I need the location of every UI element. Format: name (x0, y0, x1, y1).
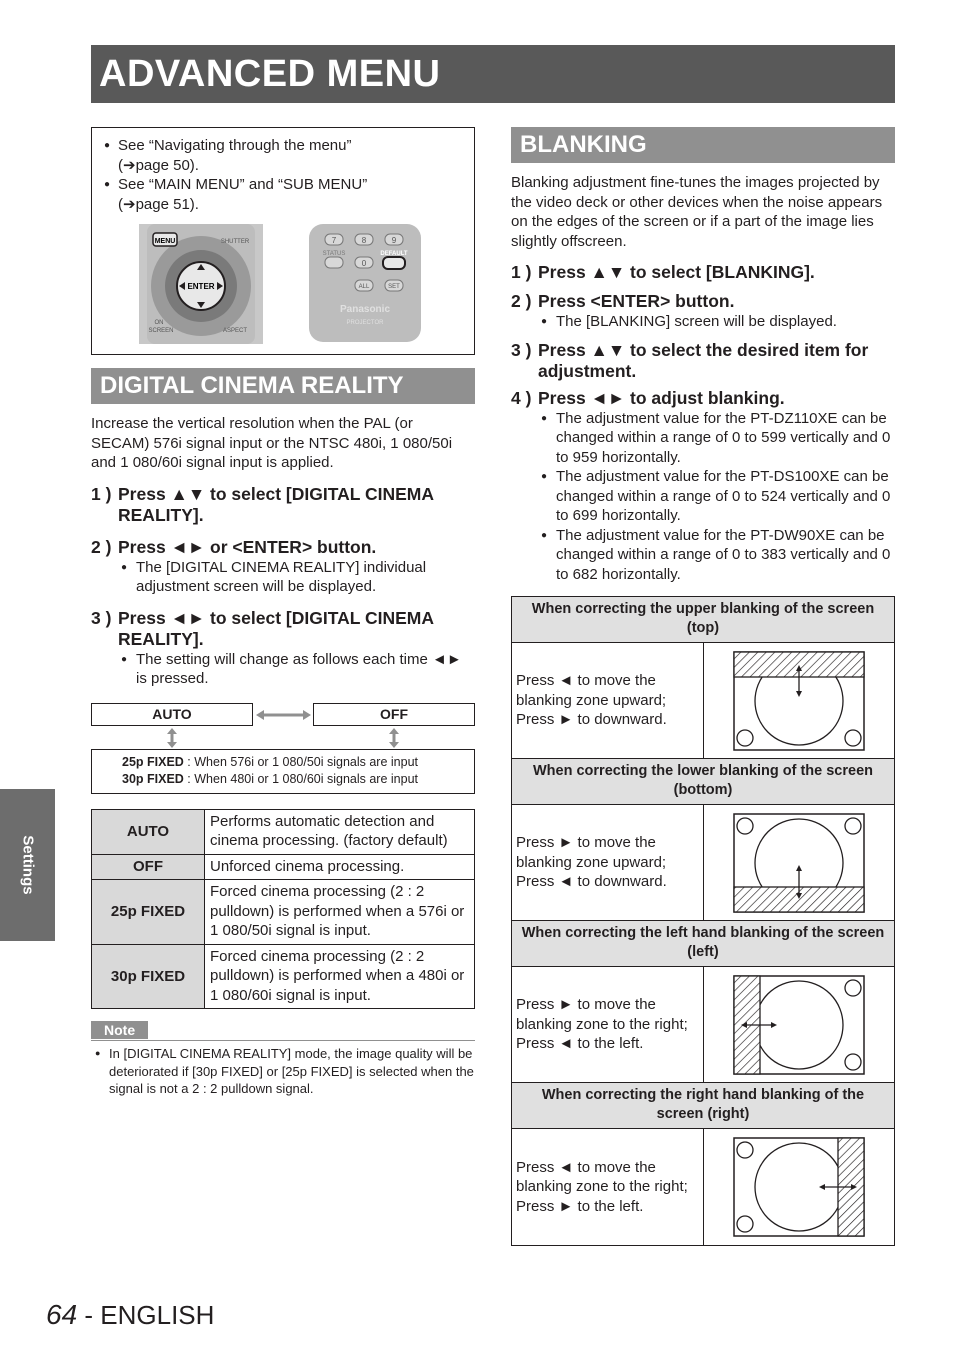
svg-text:ASPECT: ASPECT (222, 328, 248, 334)
remote-enter-pad-illustration (139, 224, 263, 344)
table-row: Press ◄ to move the blanking zone upward; Press ► to downward. (512, 643, 894, 759)
right-blanking-diagram (733, 1137, 865, 1237)
step-note: ● The [DIGITAL CINEMA REALITY] individual adjustment screen will be displayed. (91, 558, 475, 597)
step-note: ● The [BLANKING] screen will be displayed. (511, 312, 895, 332)
remote-default-key-illustration (303, 224, 427, 344)
blanking-row-heading: When correcting the upper blanking of the screen (top) (512, 597, 894, 643)
step-note: ● The adjustment value for the PT-DW90XE can be changed within a range of 0 to 383 vertically and 0 to 682 horizontally. (511, 526, 895, 585)
step-note: ● The adjustment value for the PT-DS100XE can be changed within a range of 0 to 524 vertically and 0 to 699 horizontally. (511, 467, 895, 526)
step-item: 3 ) Press ▲▼ to select the desired item for adjustment. (511, 339, 869, 381)
step-item: 2 ) Press ◄► or <ENTER> button. (91, 536, 377, 557)
section-heading-digital-cinema: DIGITAL CINEMA REALITY (91, 368, 475, 404)
note-label: Note (91, 1021, 148, 1039)
page-title: ADVANCED MENU (99, 53, 441, 95)
svg-text:SCREEN: SCREEN (148, 328, 174, 334)
page-header (91, 45, 895, 103)
vertical-double-arrow-icon (388, 728, 400, 748)
fixed-modes-box: 25p FIXED : When 576i or 1 080/50i signals are input 30p FIXED : When 480i or 1 080/60i signals are input (91, 749, 475, 794)
svg-text:ON: ON (154, 320, 164, 326)
table-row: AUTO Performs automatic detection and cinema processing. (factory default) (92, 809, 475, 854)
step-item: 1 ) Press ▲▼ to select [DIGITAL CINEMA REALITY]. (91, 483, 434, 525)
settings-side-tab: Settings (0, 789, 55, 941)
left-blanking-diagram (733, 975, 865, 1075)
section-heading-blanking: BLANKING (511, 127, 895, 163)
blanking-table (511, 596, 895, 1246)
table-row: Press ► to move the blanking zone upward; Press ◄ to downward. (512, 805, 894, 921)
table-row: Press ► to move the blanking zone to the right; Press ◄ to the left. (512, 967, 894, 1083)
flow-auto-box: AUTO (91, 703, 253, 726)
flow-off-box: OFF (313, 703, 475, 726)
double-arrow-icon (256, 709, 311, 721)
blanking-row-heading: When correcting the right hand blanking of the screen (right) (512, 1083, 894, 1129)
enter-key-label: ENTER (187, 282, 215, 291)
note-divider (91, 1040, 475, 1041)
step-note: ● The adjustment value for the PT-DZ110XE can be changed within a range of 0 to 599 vertically and 0 to 959 horizontally. (511, 409, 895, 468)
modes-table (91, 809, 475, 1010)
step-item: 4 ) Press ◄► to adjust blanking. (511, 387, 785, 408)
blanking-row-heading: When correcting the lower blanking of the screen (bottom) (512, 759, 894, 805)
blanking-intro: Blanking adjustment fine-tunes the images projected by the video deck or other devices when the noise appears on the edges of the screen or if a part of the image lies slightly offscreen. (511, 174, 883, 250)
svg-text:8: 8 (361, 236, 367, 245)
table-row: 25p FIXED Forced cinema processing (2 : 2 pulldown) is performed when a 576i or 1 080/50i signal is input. (92, 880, 475, 945)
table-row: 30p FIXED Forced cinema processing (2 : 2 pulldown) is performed when a 480i or 1 080/60i signal is input. (92, 944, 475, 1009)
top-blanking-diagram (733, 651, 865, 751)
digital-cinema-intro: Increase the vertical resolution when the PAL (or SECAM) 576i signal input or the NTSC 480i, 1 080/50i and 1 080/60i signal input is applied. (91, 415, 453, 471)
step-item: 3 ) Press ◄► to select [DIGITAL CINEMA REALITY]. (91, 607, 434, 649)
svg-text:0: 0 (361, 259, 367, 268)
svg-text:9: 9 (391, 236, 397, 245)
bottom-blanking-diagram (733, 813, 865, 913)
nav-reference-item: ● See “MAIN MENU” and “SUB MENU” (➔page 51). (104, 175, 464, 214)
menu-key-label: MENU (154, 238, 176, 245)
default-key-label: DEFAULT (380, 251, 408, 257)
svg-text:ALL: ALL (358, 284, 370, 290)
svg-text:SHUTTER: SHUTTER (220, 239, 250, 245)
table-row: Press ◄ to move the blanking zone to the right; Press ► to the left. (512, 1129, 894, 1245)
page-footer (46, 1299, 214, 1331)
step-item: 2 ) Press <ENTER> button. (511, 291, 735, 311)
svg-text:PROJECTOR: PROJECTOR (346, 320, 384, 326)
vertical-double-arrow-icon (166, 728, 178, 748)
note-text: ● In [DIGITAL CINEMA REALITY] mode, the image quality will be deteriorated if [30p FIXED] or [25p FIXED] is selected when the signal is not a 2 : 2 pulldown signal. (91, 1045, 475, 1098)
navigation-reference-box (91, 127, 475, 355)
svg-text:STATUS: STATUS (322, 251, 346, 257)
brand-logo: Panasonic (339, 304, 391, 315)
step-item: 1 ) Press ▲▼ to select [BLANKING]. (511, 262, 815, 282)
svg-text:SET: SET (388, 284, 400, 290)
svg-text:7: 7 (331, 236, 337, 245)
blanking-row-heading: When correcting the left hand blanking of the screen (left) (512, 921, 894, 967)
right-column (511, 127, 895, 1246)
left-column (91, 127, 475, 1098)
step-note: ● The setting will change as follows each time ◄► is pressed. (91, 650, 475, 689)
nav-reference-item: ● See “Navigating through the menu” (➔page 50). (104, 136, 464, 175)
page-number: 64 (46, 1299, 78, 1330)
language-label: - ENGLISH (77, 1300, 215, 1330)
table-row: OFF Unforced cinema processing. (92, 854, 475, 880)
setting-cycle-diagram (91, 703, 475, 795)
